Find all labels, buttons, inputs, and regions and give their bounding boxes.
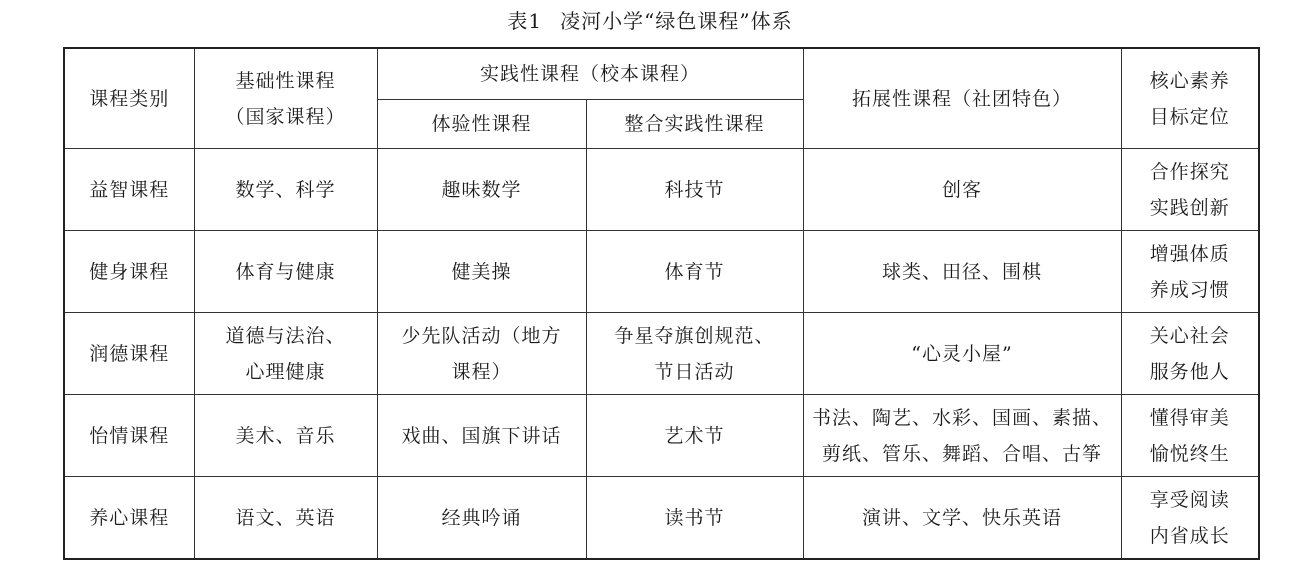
cell-integrated — [586, 477, 803, 560]
header-practice: 实践性课程（校本课程） — [377, 48, 803, 100]
cell-experience — [377, 313, 586, 395]
cell-core-line: 增强体质 — [1149, 242, 1230, 265]
cell-extended-line: 球类、田径、围棋 — [882, 260, 1043, 283]
cell-core-line: 服务他人 — [1149, 360, 1230, 383]
cell-category: 益智课程 — [64, 149, 194, 231]
cell-core — [1121, 231, 1259, 313]
cell-integrated — [586, 149, 803, 231]
cell-integrated-line: 科技节 — [664, 178, 725, 201]
cell-extended-line: 创客 — [942, 178, 983, 201]
cell-experience-line: 经典吟诵 — [441, 506, 522, 529]
cell-core-line: 享受阅读 — [1149, 488, 1230, 511]
cell-integrated — [586, 313, 803, 395]
cell-extended — [803, 477, 1121, 560]
cell-core-line: 实践创新 — [1149, 196, 1230, 219]
header-row-top — [64, 48, 1259, 100]
cell-integrated-line: 艺术节 — [664, 424, 725, 447]
table-row — [64, 395, 1259, 477]
header-basic — [194, 48, 377, 149]
cell-basic — [194, 149, 377, 231]
cell-experience-line: 戏曲、国旗下讲话 — [401, 424, 562, 447]
header-basic-line1: 基础性课程 — [235, 69, 336, 92]
cell-extended-line: 书法、陶艺、水彩、国画、素描、 — [812, 406, 1113, 429]
cell-experience — [377, 477, 586, 560]
cell-extended-line: 剪纸、管乐、舞蹈、合唱、古筝 — [822, 442, 1103, 465]
curriculum-table — [63, 47, 1260, 560]
cell-basic — [194, 477, 377, 560]
cell-category: 健身课程 — [64, 231, 194, 313]
cell-category: 怡情课程 — [64, 395, 194, 477]
table-caption — [0, 6, 1300, 36]
header-category: 课程类别 — [64, 48, 194, 149]
cell-integrated-line: 体育节 — [664, 260, 725, 283]
header-core — [1121, 48, 1259, 149]
header-integrated: 整合实践性课程 — [586, 100, 803, 149]
cell-experience-line: 少先队活动（地方 — [401, 324, 562, 347]
cell-basic-line: 心理健康 — [245, 360, 326, 383]
cell-core-line: 合作探究 — [1149, 160, 1230, 183]
cell-extended — [803, 395, 1121, 477]
cell-experience-line: 课程） — [451, 360, 512, 383]
cell-integrated-line: 读书节 — [664, 506, 725, 529]
header-basic-line2: （国家课程） — [225, 105, 346, 128]
table-number: 表1 — [507, 9, 543, 33]
cell-basic-line: 数学、科学 — [235, 178, 336, 201]
table-row — [64, 477, 1259, 560]
cell-experience — [377, 149, 586, 231]
cell-core-line: 养成习惯 — [1149, 278, 1230, 301]
cell-category: 养心课程 — [64, 477, 194, 560]
cell-integrated-line: 争星夺旗创规范、 — [614, 324, 775, 347]
table-title: 凌河小学“绿色课程”体系 — [560, 9, 793, 33]
table-row — [64, 313, 1259, 395]
cell-basic-line: 美术、音乐 — [235, 424, 336, 447]
cell-experience-line: 趣味数学 — [441, 178, 522, 201]
cell-integrated — [586, 231, 803, 313]
cell-integrated — [586, 395, 803, 477]
header-experience: 体验性课程 — [377, 100, 586, 149]
cell-core-line: 关心社会 — [1149, 324, 1230, 347]
table-row — [64, 149, 1259, 231]
cell-basic — [194, 231, 377, 313]
cell-core-line: 内省成长 — [1149, 524, 1230, 547]
header-extended: 拓展性课程（社团特色） — [803, 48, 1121, 149]
cell-basic — [194, 395, 377, 477]
header-core-line2: 目标定位 — [1149, 105, 1230, 128]
table-row — [64, 231, 1259, 313]
cell-basic-line: 道德与法治、 — [225, 324, 346, 347]
cell-experience — [377, 395, 586, 477]
header-core-line1: 核心素养 — [1149, 69, 1230, 92]
table-body — [64, 149, 1259, 560]
cell-integrated-line: 节日活动 — [654, 360, 735, 383]
cell-extended-line: 演讲、文学、快乐英语 — [862, 506, 1063, 529]
cell-experience-line: 健美操 — [451, 260, 512, 283]
cell-extended — [803, 149, 1121, 231]
cell-extended-line: “心灵小屋” — [911, 342, 1013, 365]
cell-core-line: 懂得审美 — [1149, 406, 1230, 429]
cell-experience — [377, 231, 586, 313]
cell-core — [1121, 477, 1259, 560]
cell-extended — [803, 313, 1121, 395]
cell-core — [1121, 395, 1259, 477]
cell-core — [1121, 149, 1259, 231]
cell-extended — [803, 231, 1121, 313]
cell-basic-line: 体育与健康 — [235, 260, 336, 283]
cell-category: 润德课程 — [64, 313, 194, 395]
cell-basic-line: 语文、英语 — [235, 506, 336, 529]
cell-core — [1121, 313, 1259, 395]
cell-basic — [194, 313, 377, 395]
cell-core-line: 愉悦终生 — [1149, 442, 1230, 465]
